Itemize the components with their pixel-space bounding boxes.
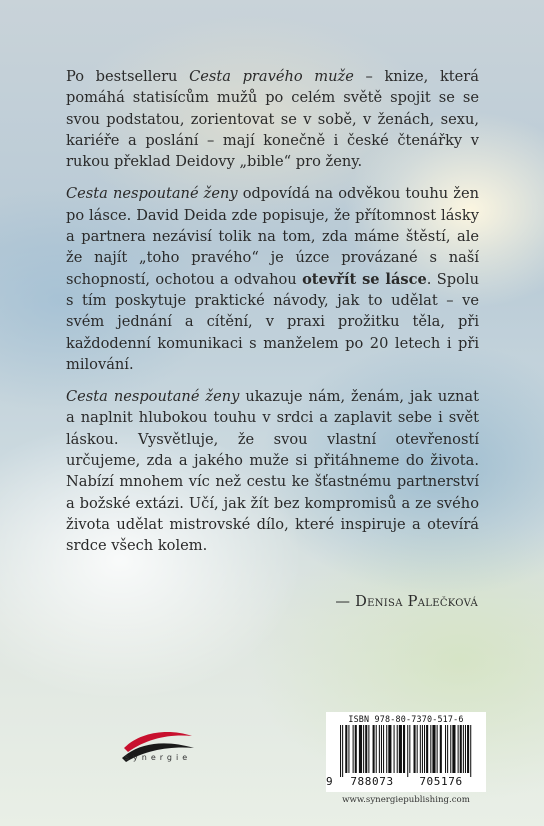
barcode-bar — [465, 725, 466, 773]
p1-seg-3: – knize, která pomáhá statisícům mužů po celém světě spojit se se svou podstatou, zorientovat se v sobě, v ženách, sexu, kariéře a poslání – mají konečně i české čtenářky v rukou překlad Deidovy „bible“ pro ženy. — [66, 68, 479, 171]
p2-seg-2: odpovídá na odvěkou touhu žen po lásce. David Deida zde popisuje, že přítomnost lásky a partnera nezávisí tolik na tom, zda máme štěstí, ale že najít „toho pravého“ je úzce provázané s naší schopností, ochotou a odvahou — [66, 185, 479, 288]
barcode-bar — [353, 725, 354, 773]
barcode-bar — [403, 725, 405, 773]
p2-book-title: Cesta nespoutané ženy — [66, 185, 238, 203]
barcode-bar — [363, 725, 364, 773]
barcode-bar — [458, 725, 459, 773]
barcode-bar — [460, 725, 462, 773]
barcode-bar — [381, 725, 382, 773]
signature — [335, 593, 478, 610]
barcode-bar — [445, 725, 446, 773]
barcode-icon — [334, 725, 478, 777]
barcode-bar — [407, 725, 408, 777]
barcode-bar — [345, 725, 347, 773]
p2-seg-4: . Spolu s tím poskytuje praktické návody, jak to udělat – ve svém jednání a cítění, v praxi prožitku těla, při každodenní komunikaci s manželem po 20 letech i při milování. — [66, 270, 479, 373]
barcode-bar — [422, 725, 423, 773]
p1-seg-1: Po bestselleru — [66, 68, 190, 85]
barcode-bar — [365, 725, 367, 773]
signature-name: Denisa Palečková — [355, 593, 478, 610]
barcode-bar — [430, 725, 431, 773]
barcode-box — [326, 712, 486, 792]
barcode-bar — [355, 725, 357, 773]
barcode-bar — [414, 725, 416, 773]
barcode-bar — [386, 725, 387, 773]
barcode-bar — [383, 725, 384, 773]
paragraph-2 — [66, 183, 479, 375]
paragraph-3 — [66, 386, 479, 556]
barcode-bar — [397, 725, 398, 773]
barcode-bar — [409, 725, 410, 773]
isbn-label: ISBN 978-80-7370-517-6 — [348, 714, 464, 724]
barcode-bar — [379, 725, 380, 773]
publisher-website: www.synergiepublishing.com — [342, 795, 470, 805]
barcode-bar — [399, 725, 402, 773]
signature-dash: — — [335, 593, 356, 610]
barcode-bar — [452, 725, 455, 773]
barcode-bar — [420, 725, 421, 773]
p1-book-title: Cesta pravého muže — [189, 68, 354, 85]
barcode-bar — [424, 725, 425, 773]
publisher-name: synergie — [124, 753, 192, 762]
ean-right-digits: 705176 — [419, 775, 463, 788]
p3-seg-2: ukazuje nám, ženám, jak uznat a naplnit hlubokou touhu v srdci a zaplavit sebe i svět láskou. Vysvětluje, že svou vlastní otevřeností určujeme, zda a jakého muže si přitáhneme do života. Nabízí mnohem víc než cestu ke šťastnému partnerství a božské extázi. Učí, jak žít bez kompromisů a ze svého života udělat mistrovské dílo, které inspiruje a otevírá srdce všech kolem. — [66, 388, 479, 555]
barcode-bar — [342, 725, 343, 777]
barcode-bar — [376, 725, 377, 773]
barcode-bar — [463, 725, 464, 773]
synergie-logo-icon — [118, 724, 198, 772]
barcode-bar — [340, 725, 341, 777]
barcode-bar — [467, 725, 469, 773]
barcode-bar — [368, 725, 369, 773]
p3-book-title: Cesta nespoutané ženy — [66, 388, 240, 406]
barcode-bar — [417, 725, 418, 773]
barcode-bar — [388, 725, 391, 773]
barcode-bar — [348, 725, 349, 773]
barcode-bar — [394, 725, 395, 773]
p2-bold-phrase: otevřít se lásce — [302, 270, 427, 288]
ean-left-digits: 788073 — [350, 775, 394, 788]
barcode-bar — [440, 725, 442, 773]
barcode-bar — [359, 725, 362, 773]
ean-first-digit: 9 — [326, 775, 333, 788]
barcode-bar — [450, 725, 451, 773]
barcode-bar — [437, 725, 438, 773]
barcode-bar — [470, 725, 471, 777]
barcode-bar — [432, 725, 435, 773]
back-cover-text — [66, 66, 479, 568]
barcode-bar — [373, 725, 375, 773]
paragraph-1 — [66, 66, 479, 172]
barcode-bar — [426, 725, 428, 773]
barcode-bar — [447, 725, 448, 773]
